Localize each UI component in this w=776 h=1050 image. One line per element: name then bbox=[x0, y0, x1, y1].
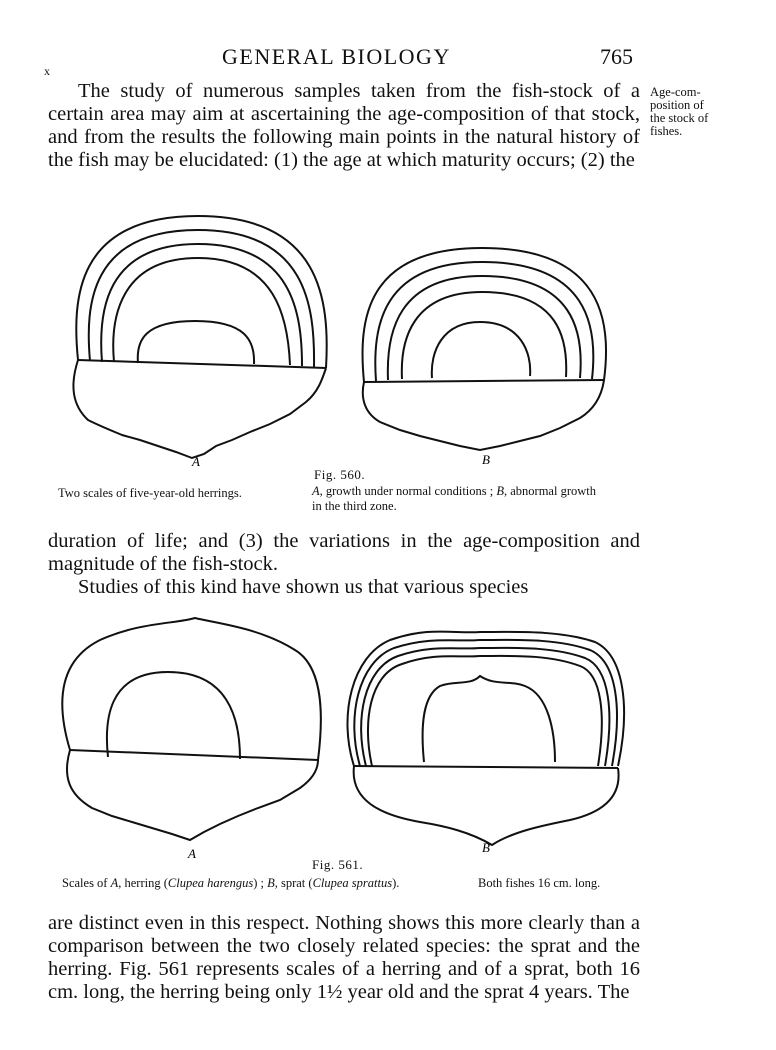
figure-560-caption-left: Two scales of five-year-old herrings. bbox=[58, 486, 242, 500]
paragraph-1-text: The study of numerous samples taken from the fish-stock of a certain area may aim at ascertaining the age-composition of that stock, and from the results the following main points in the natural history of the fish may be elucidated: (1) the age at which maturity occurs; (2) the bbox=[48, 80, 640, 171]
paragraph-2-continuation: Studies of this kind have shown us that various species bbox=[78, 576, 529, 598]
paragraph-2 bbox=[48, 530, 640, 599]
figure-560 bbox=[0, 206, 776, 472]
scale-b-ring bbox=[432, 322, 530, 378]
herring-scale-outline bbox=[62, 618, 321, 760]
caption-letter-b: B bbox=[267, 876, 275, 890]
figure-560-caption-right bbox=[312, 484, 596, 514]
herring-scale-ring bbox=[107, 672, 240, 759]
figure-561 bbox=[0, 612, 776, 870]
figure-561-caption bbox=[62, 876, 399, 891]
sprat-scale-lower bbox=[354, 766, 619, 845]
margin-note bbox=[650, 86, 730, 138]
panel-letter-a: A bbox=[188, 846, 196, 861]
herring-scale-lower bbox=[67, 750, 318, 840]
caption-text: , sprat ( bbox=[274, 876, 313, 890]
caption-latin-herring: Clupea harengus bbox=[167, 876, 254, 890]
scale-a-ring bbox=[101, 244, 302, 366]
caption-text: ) ; bbox=[253, 876, 264, 890]
scale-b-base bbox=[364, 380, 604, 382]
paragraph-1 bbox=[48, 80, 640, 172]
scale-a-ring bbox=[138, 321, 254, 364]
sprat-scale-ring bbox=[347, 632, 624, 767]
paragraph-2-text: duration of life; and (3) the variations in the age-composition and magnitude of the fish-stock. bbox=[48, 530, 640, 575]
paragraph-3: are distinct even in this respect. Nothing shows this more clearly than a comparison between the two closely related species: the sprat and the herring. Fig. 561 represents scales of a herring and of a sprat, both 16 cm. long, the herring being only 1½ year old and the sprat 4 years. The bbox=[48, 912, 640, 1003]
panel-letter-a: A bbox=[192, 454, 200, 469]
scale-b-ring bbox=[402, 292, 566, 379]
page-number: 765 bbox=[600, 44, 633, 69]
margin-note-line: fishes. bbox=[650, 124, 683, 138]
caption-letter-a: A bbox=[110, 876, 119, 890]
figure-560-label: Fig. 560. bbox=[314, 467, 366, 482]
sprat-scale-base bbox=[354, 766, 618, 768]
caption-text: Scales of bbox=[62, 876, 108, 890]
caption-text: , abnormal growth bbox=[504, 484, 596, 498]
signature-mark: x bbox=[44, 64, 50, 78]
panel-letter-b: B bbox=[482, 452, 490, 467]
sprat-scale-ring bbox=[368, 656, 602, 766]
scale-a-ring bbox=[113, 258, 290, 365]
figure-561-caption-right: Both fishes 16 cm. long. bbox=[478, 876, 601, 890]
caption-text: ). bbox=[392, 876, 400, 890]
scale-b-lower bbox=[363, 380, 604, 450]
sprat-scale-inner-ring bbox=[423, 676, 555, 762]
caption-letter-a: A bbox=[312, 484, 320, 498]
caption-text: , herring ( bbox=[118, 876, 168, 890]
margin-note-line: Age-com- bbox=[650, 85, 701, 99]
scale-a-lower bbox=[73, 360, 326, 458]
margin-note-line: position of bbox=[650, 98, 704, 112]
caption-text: , growth under normal conditions ; bbox=[319, 484, 494, 498]
caption-letter-b: B bbox=[496, 484, 504, 498]
caption-latin-sprat: Clupea sprattus bbox=[312, 876, 393, 890]
caption-text: in the third zone. bbox=[312, 499, 397, 513]
running-head: GENERAL BIOLOGY bbox=[222, 44, 451, 69]
margin-note-line: the stock of bbox=[650, 111, 709, 125]
scale-a-base bbox=[78, 360, 326, 368]
figure-561-label: Fig. 561. bbox=[312, 857, 364, 872]
panel-letter-b: B bbox=[482, 840, 490, 855]
